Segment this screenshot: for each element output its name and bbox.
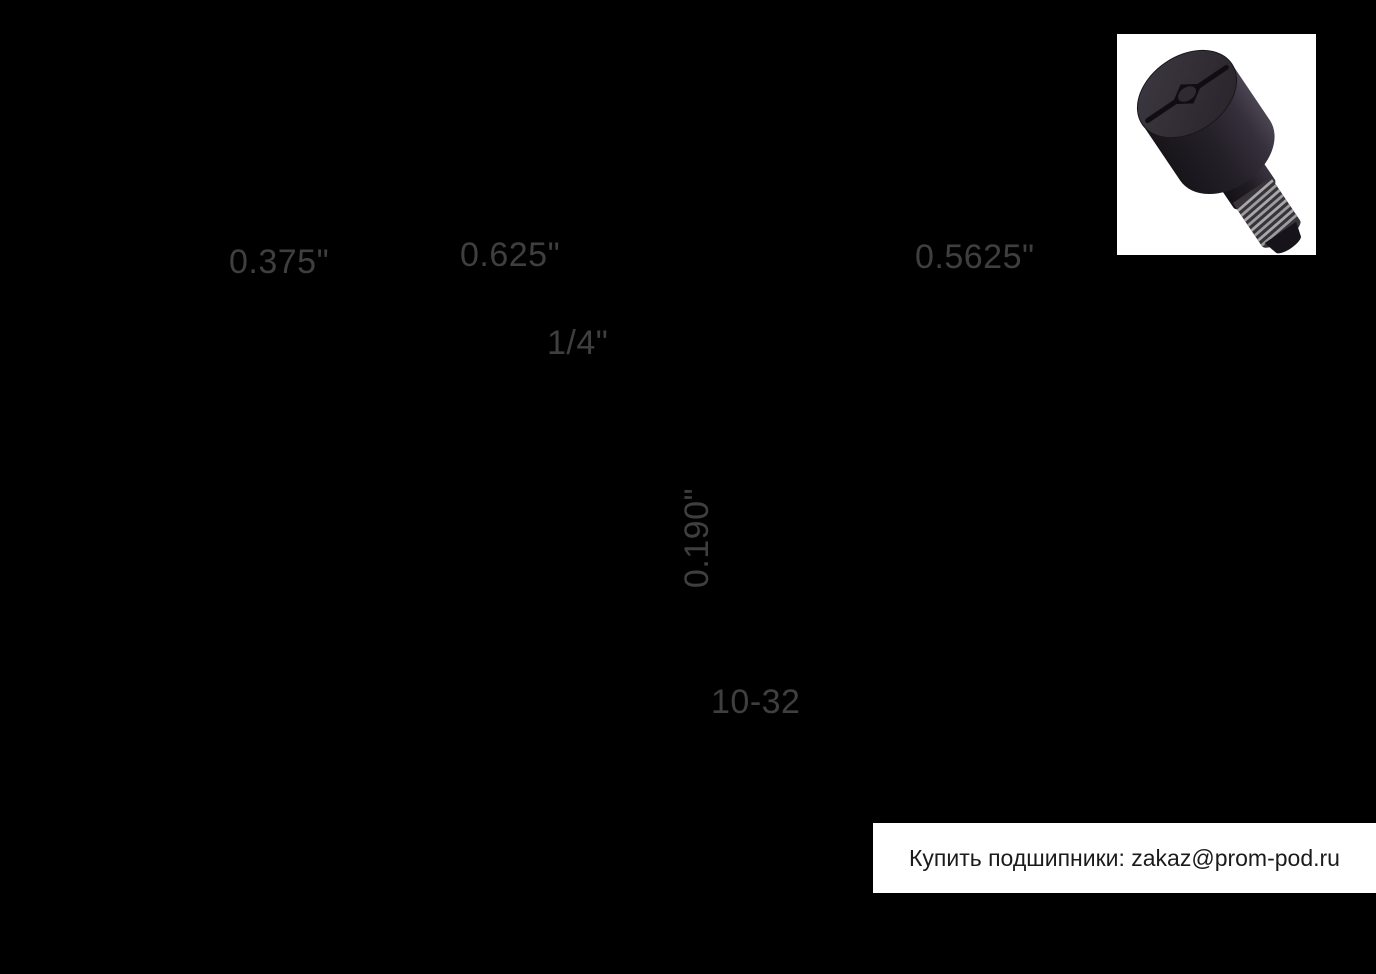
product-photo xyxy=(1117,34,1316,255)
dimension-label-roller-width: 0.375" xyxy=(229,243,330,281)
contact-text: Купить подшипники: zakaz@prom-pod.ru xyxy=(909,844,1340,871)
dimension-label-overall-length: 0.5625" xyxy=(915,238,1035,276)
dimension-label-roller-diameter: 0.625" xyxy=(460,236,561,274)
dimension-label-stud-diameter: 1/4" xyxy=(547,324,609,362)
dimension-label-thread-size: 10-32 xyxy=(711,683,801,721)
contact-banner xyxy=(873,823,1376,893)
cam-follower-image xyxy=(1117,34,1316,255)
dimension-label-thread-length: 0.190" xyxy=(678,487,716,589)
